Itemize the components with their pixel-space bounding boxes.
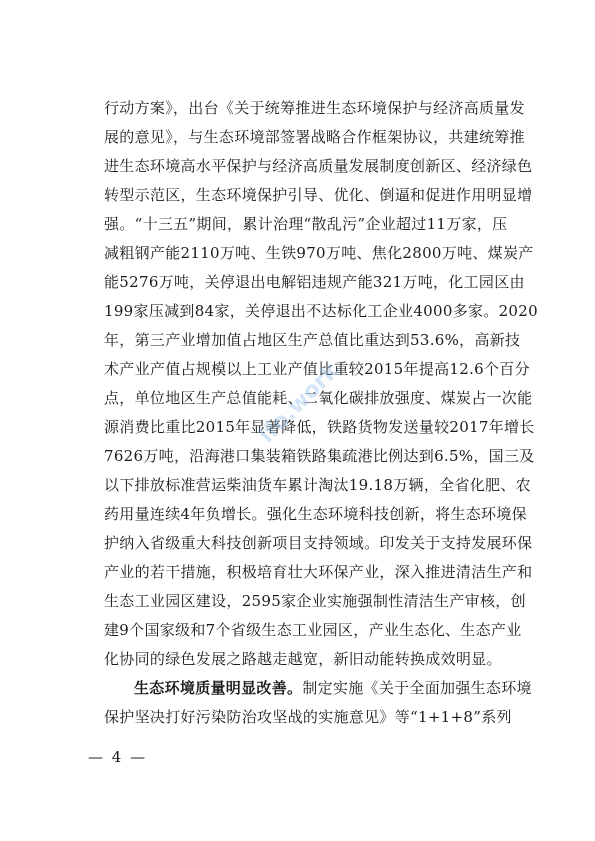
text-line: 护纳入省级重大科技创新项目支持领域。印发关于支持发展环保 [104,534,533,552]
watermark-text: ifo.work [254,358,345,449]
text-line: 以下排放标准营运柴油货车累计淘汰19.18万辆，全省化肥、农 [104,476,531,494]
text-line: 行动方案》，出台《关于统筹推进生态环境保护与经济高质量发 [104,99,525,117]
paragraph-heading: 生态环境质量明显改善。 [134,679,303,697]
text-line: 7626万吨，沿海港口集装箱铁路集疏港比例达到6.5%，国三及 [104,447,535,465]
text-line: 进生态环境高水平保护与经济高质量发展制度创新区、经济绿色 [104,157,533,175]
text-line: 能5276万吨，关停退出电解铝违规产能321万吨，化工园区由 [104,273,525,291]
page-number: — 4 — [88,748,148,766]
text-line: 展的意见》，与生态环境部签署战略合作框架协议，共建统筹推 [104,128,525,146]
text-line: 减粗钢产能2110万吨、生铁970万吨、焦化2800万吨、煤炭产 [104,244,534,262]
text-line: 强。“十三五”期间，累计治理“散乱污”企业超过11万家，压 [104,215,508,233]
text-line: 保护坚决打好污染防治攻坚战的实施意见》等“1+1+8”系列 [104,708,512,726]
text-line: 转型示范区，生态环境保护引导、优化、倒逼和促进作用明显增 [104,186,533,204]
text-line: 建9个国家级和7个省级生态工业园区，产业生态化、生态产业 [104,621,522,639]
text-line: 化协同的绿色发展之路越走越宽，新旧动能转换成效明显。 [104,650,502,668]
text-line: 源消费比重比2015年显著降低，铁路货物发送量较2017年增长 [104,418,535,436]
paragraph-2-first-line [104,674,532,703]
text-line: 点，单位地区生产总值能耗、二氧化碳排放强度、煤炭占一次能 [104,389,533,407]
paragraph-text: 制定实施《关于全面加强生态环境 [302,679,532,697]
body-text [104,94,538,732]
text-line: 生态工业园区建设，2595家企业实施强制性清洁生产审核，创 [104,592,526,610]
text-line: 术产业产值占规模以上工业产值比重较2015年提高12.6个百分 [104,360,530,378]
text-line: 199家压减到84家，关停退出不达标化工企业4000多家。2020 [104,302,538,320]
text-line: 产业的若干措施，积极培育壮大环保产业，深入推进清洁生产和 [104,563,533,581]
text-line: 年，第三产业增加值占地区生产总值比重达到53.6%，高新技 [104,331,521,349]
text-line: 药用量连续4年负增长。强化生态环境科技创新，将生态环境保 [104,505,527,523]
